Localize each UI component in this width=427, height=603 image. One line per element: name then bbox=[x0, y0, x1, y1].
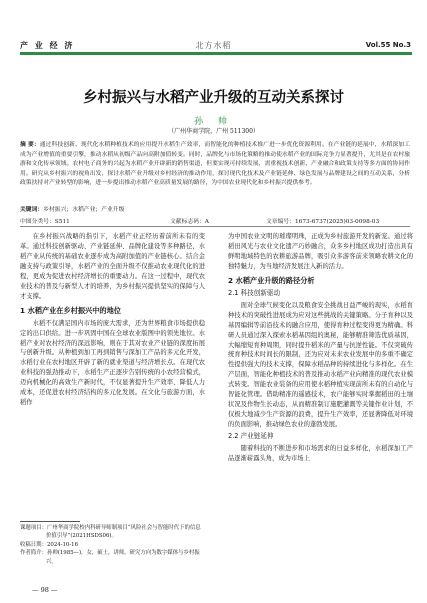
abstract bbox=[20, 141, 410, 189]
page-number: — 98 — bbox=[32, 586, 58, 594]
left-column bbox=[20, 232, 205, 408]
keywords-text: 乡村振兴；水稻产业；产业升级 bbox=[43, 207, 125, 213]
header-bar bbox=[20, 52, 412, 55]
meta-divider bbox=[20, 226, 410, 227]
section-label: 产 业 经 济 bbox=[20, 41, 75, 50]
abstract-label: 摘 要： bbox=[20, 142, 40, 148]
section-1-heading: 1 水稻产业在乡村振兴中的地位 bbox=[20, 305, 121, 315]
footnote-rule bbox=[20, 521, 80, 522]
keywords-label: 关键词： bbox=[20, 207, 44, 213]
volume-label: Vol.55 No.3 bbox=[365, 41, 411, 49]
section-1-continued: 为中国农业文明的璀璨明珠，正成为乡村旅游开发的新宠。通过将稻田风光与农业文化遗产巧妙融合，众多乡村地区成功打造出具有鲜明地域特色的农耕旅游品牌，吸引众多游客前来领略农耕文化的独特魅力，为当地经济发展注入新的活力。 bbox=[228, 233, 413, 270]
section-2-2-heading: 2.2 产业链延伸 bbox=[228, 432, 274, 441]
intro-paragraph: 在乡村振兴战略的指引下，水稻产业正经历着前所未有的变革。通过科技创新驱动、产业链延伸、品牌化建设等多种路径，水稻产业从传统的基础农业逐步成为高附加值的产业链核心。结合金融支持与政策引导，水稻产业的全面升级不仅推动农业现代化的进程，更成为促进农村经济增长的重要动力。在这一过程中，现代农业技术的普及与新型人才的培养，为乡村振兴提供坚实的保障与人才支撑。 bbox=[20, 233, 205, 300]
footnote-fund: 课题项目：广州华商学院校内科研导师制项目“风险社会与智能时代下的信息价值引导”(2021HSDS06)。 bbox=[20, 525, 201, 540]
clc-number: 中图分类号：S511 bbox=[20, 219, 70, 225]
section-2-2-paragraph: 随着科技的不断进步和市场需求的日益多样化，水稻深加工产品逐渐崭露头角，成为市场上 bbox=[228, 445, 413, 463]
section-2-1-paragraph: 面对全球气候变化以及粮食安全挑战日益严峻的现实，水稻育种技术的突破性进展成为应对这些挑战的关键策略。分子育种以及基因编辑等前沿技术的融合应用，使得育种过程变得更为精确。科研人员通过深入探索水稻基因组的奥秘，能够精准筛选优质基因，大幅缩短育种周期，同时提升稻米的产量与抗逆性能。不仅突破传统育种技术时间长的限制，还为应对未来农业发展中的多重不确定性提供强大的技术支撑，保障水稻品种的持续进化与多样化。在生产层面，智能化种植技术的普及推动水稻产业向精准的现代农业模式转变。智能农业装备的应用使水稻种植实现前所未有的自动化与智能化管理。借助精准的遥感技术，农户能够实时掌握稻田的土壤状况及作物生长动态，从而精准制订施肥灌溉等关键作业计划，不仅极大地减少生产资源的浪费，提升生产效率，还显著降低对环境的负面影响，推动绿色农业的蓬勃发展。 bbox=[228, 301, 413, 429]
abstract-text: 通过科技创新、现代化水稻种植技术的应用提升水稻生产效率，而智能化的种植技术推广进一步优化资源利用。在产业链的延展中，水稻深加工成为产业增值的重要引擎，推动水稻从初级产品向高附加值转变。同时，品牌化与市场化策略的推动使水稻产业的国际竞争力显著提升，尤其是在农村旅游和文化传承领域。农村电子商务的兴起为水稻产业开辟新的销售渠道，但要实现可持续发展，需重视技术创新、产业融合和政策支持等多方面的协同作用。研究从乡村振兴的视角出发，探讨水稻产业升级对乡村经济的推动作用，探讨现代化技术及产业链延伸、绿色发展与品牌建设之间的互动关系，分析政策扶持对产业转型的影响，进一步提出推动水稻产业高质量发展的路径，为中国农业现代化和乡村振兴提供参考。 bbox=[20, 142, 410, 187]
footnote bbox=[20, 524, 205, 566]
article-author: 孙 帅 bbox=[194, 117, 233, 127]
article-number: 文章编号：1673-6737(2025)03-0098-03 bbox=[266, 219, 380, 225]
footnote-received: 收稿日期：2024-10-16 bbox=[20, 541, 79, 548]
journal-name: 北方水稻 bbox=[195, 41, 232, 50]
document-code: 文献标志码：A bbox=[170, 219, 209, 225]
footnote-bio: 作者简介：孙帅(1985—)，女，硕士，讲师，研究方向为数字媒体与乡村振兴。 bbox=[20, 550, 200, 565]
section-2-heading: 2 水稻产业升级的路径分析 bbox=[228, 275, 315, 285]
section-1-paragraph: 水稻不仅满足国内市场的庞大需求，还为世界粮食市场提供稳定的出口供给。进一步巩固中国在全球农业版图中的领先地位。水稻产业对农村经济的深远影响，则在于其对农业产业链的深度拓展与创新升级。从种植到加工再到销售与深加工产品的多元化开发，水稻行业在农村地区开辟了新的就业渠道与经济增长点。在现代农业科技的强劲推动下，水稻生产正逐步告别传统的小农经营模式，迈向机械化的高效生产新时代，不仅显著提升生产效率、降低人力成本，还促进农村经济结构的多元化发展。在文化与旅游方面，水稻作 bbox=[20, 319, 205, 407]
right-column bbox=[228, 232, 413, 464]
article-title: 乡村振兴与水稻产业升级的互动关系探讨 bbox=[83, 89, 344, 106]
section-2-1-heading: 2.1 科技创新驱动 bbox=[228, 288, 281, 297]
keywords bbox=[20, 206, 410, 216]
article-affiliation: （广州华商学院，广州 511300） bbox=[168, 128, 259, 135]
